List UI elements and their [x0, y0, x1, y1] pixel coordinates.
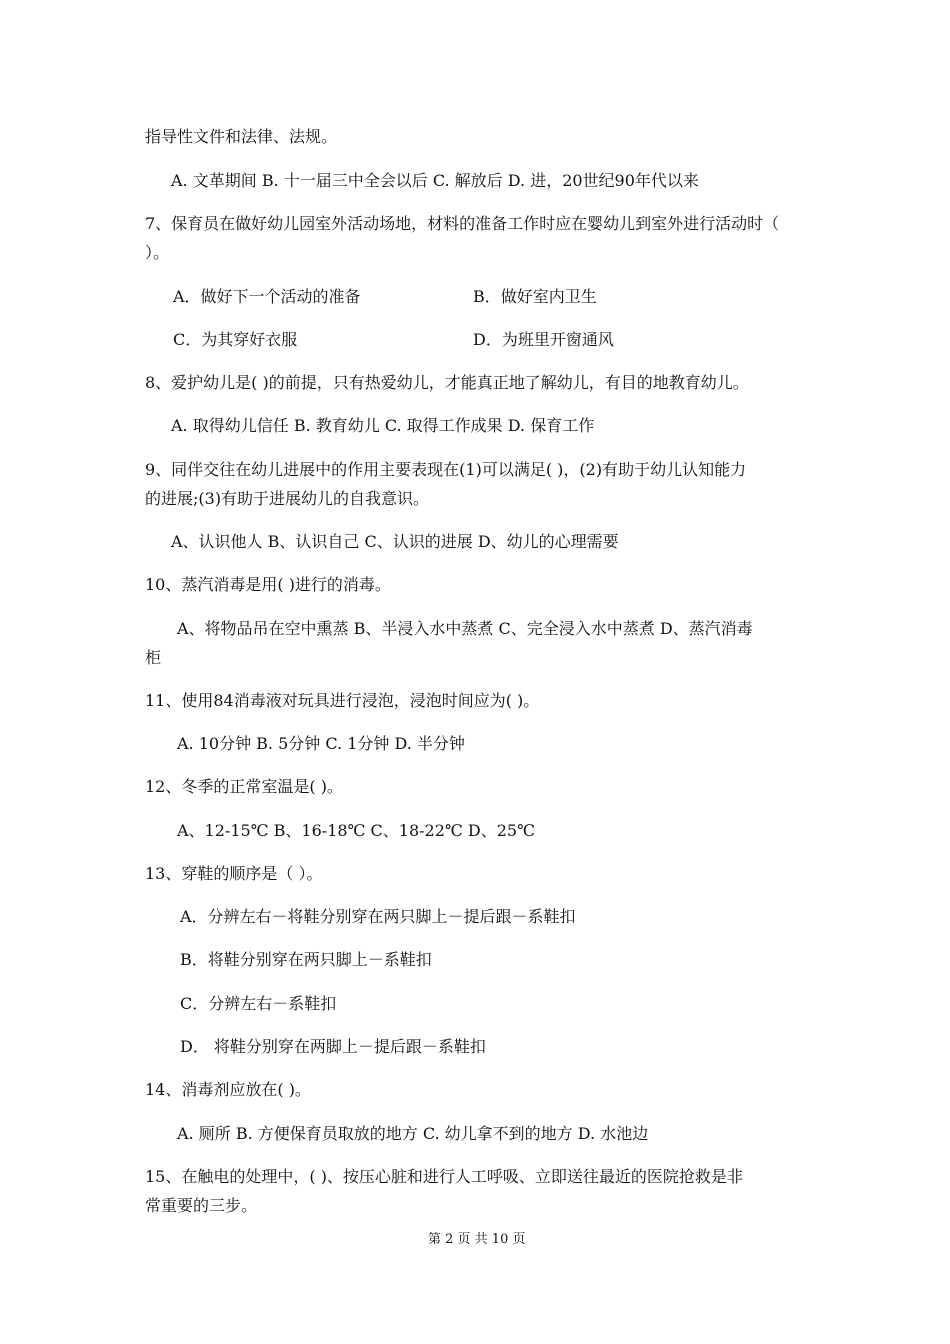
- text-line: ）。: [145, 243, 170, 262]
- question-14: 14、消毒剂应放在( )。: [145, 1080, 311, 1099]
- option-d: D．为班里开窗通风: [473, 330, 614, 349]
- answer-options: A. 厕所 B. 方便保育员取放的地方 C. 幼儿拿不到的地方 D. 水池边: [177, 1124, 649, 1143]
- question-11: 11、使用84消毒液对玩具进行浸泡，浸泡时间应为( )。: [145, 691, 540, 710]
- page-footer: 第 2 页 共 10 页: [428, 1232, 526, 1247]
- answer-options: A. 取得幼儿信任 B. 教育幼儿 C. 取得工作成果 D. 保育工作: [171, 416, 595, 435]
- question-7: 7、保育员在做好幼儿园室外活动场地，材料的准备工作时应在婴幼儿到室外进行活动时（: [145, 214, 780, 233]
- question-12: 12、冬季的正常室温是( )。: [145, 777, 343, 796]
- answer-options: A. 文革期间 B. 十一届三中全会以后 C. 解放后 D. 进，20世纪90年代以来: [171, 171, 699, 190]
- text-line: 常重要的三步。: [145, 1196, 258, 1215]
- option-a: A．做好下一个活动的准备: [173, 287, 361, 306]
- question-10: 10、蒸汽消毒是用( )进行的消毒。: [145, 575, 391, 594]
- option-c: C．分辨左右－系鞋扣: [180, 994, 337, 1013]
- text-line: 指导性文件和法律、法规。: [145, 127, 338, 146]
- question-9: 9、同伴交往在幼儿进展中的作用主要表现在(1)可以满足( )，(2)有助于幼儿认知能力: [145, 460, 747, 479]
- answer-options: A. 10分钟 B. 5分钟 C. 1分钟 D. 半分钟: [177, 734, 465, 753]
- text-line: 的进展;(3)有助于进展幼儿的自我意识。: [145, 489, 430, 508]
- option-c: C．为其穿好衣服: [173, 330, 298, 349]
- text-line: 柜: [145, 648, 162, 667]
- option-a: A．分辨左右－将鞋分别穿在两只脚上－提后跟－系鞋扣: [180, 907, 576, 926]
- option-b: B．将鞋分别穿在两只脚上－系鞋扣: [180, 950, 432, 969]
- option-b: B．做好室内卫生: [473, 287, 597, 306]
- question-15: 15、在触电的处理中，( )、按压心脏和进行人工呼吸、立即送往最近的医院抢救是非: [145, 1167, 743, 1186]
- answer-options: A、将物品吊在空中熏蒸 B、半浸入水中蒸煮 C、完全浸入水中蒸煮 D、蒸汽消毒: [177, 619, 753, 638]
- answer-options: A、认识他人 B、认识自己 C、认识的进展 D、幼儿的心理需要: [171, 532, 619, 551]
- question-8: 8、爱护幼儿是( )的前提，只有热爱幼儿，才能真正地了解幼儿，有目的地教育幼儿。: [145, 373, 749, 392]
- option-d: D． 将鞋分别穿在两脚上－提后跟－系鞋扣: [180, 1037, 486, 1056]
- question-13: 13、穿鞋的顺序是（ ）。: [145, 864, 323, 883]
- answer-options: A、12-15℃ B、16-18℃ C、18-22℃ D、25℃: [177, 821, 535, 840]
